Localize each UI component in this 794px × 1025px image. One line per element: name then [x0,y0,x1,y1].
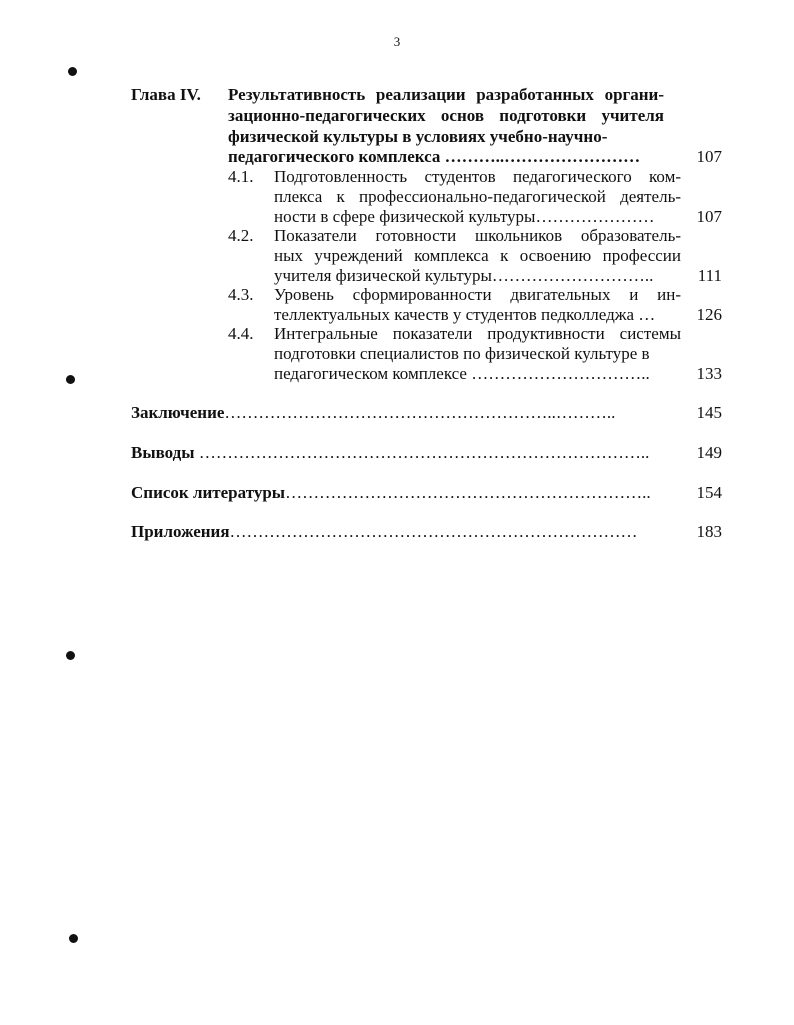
section-line: Подготовленность студентов педагогического ком- [274,167,681,186]
binder-hole-mark [68,67,77,76]
chapter-title-line: Результативность реализации разработанных органи- [228,85,664,104]
section-number: 4.1. [228,167,254,186]
entry-leader: …………………………………………………..……….. [224,403,616,422]
section-number: 4.4. [228,324,254,343]
section-line: ных учреждений комплекса к освоению профессии [274,246,681,265]
entry-leader: ……………………………………………………….. [285,483,651,502]
entry-title: Приложения [131,522,230,541]
section-line: Уровень сформированности двигательных и ин- [274,285,681,304]
chapter-title-line: зационно-педагогических основ подготовки учителя [228,106,664,125]
chapter-title-line: педагогического комплекса ………..…………………… [228,147,641,166]
entry-leader: …………………………………………………………………….. [194,443,650,462]
entry-title: Список литературы [131,483,286,502]
section-page: 126 [696,305,722,324]
section-number: 4.2. [228,226,254,245]
section-line: теллектуальных качеств у студентов педколледжа … [274,305,656,324]
entry-page: 145 [696,403,722,422]
section-number: 4.3. [228,285,254,304]
chapter-label: Глава IV. [131,85,201,104]
chapter-title-line: физической культуры в условиях учебно-научно- [228,127,608,146]
entry-page: 149 [696,443,722,462]
page-number: 3 [393,34,401,49]
section-line: плекса к профессионально-педагогической деятель- [274,187,681,206]
entry-title: Выводы [131,443,195,462]
section-line: подготовки специалистов по физической культуре в [274,344,650,363]
binder-hole-mark [69,934,78,943]
section-line: Интегральные показатели продуктивности системы [274,324,681,343]
section-line: учителя физической культуры……………………….. [274,266,654,285]
section-line: педагогическом комплексе ………………………….. [274,364,650,383]
section-page: 111 [697,266,722,285]
section-page: 133 [696,364,722,383]
entry-title: Заключение [131,403,225,422]
binder-hole-mark [66,651,75,660]
section-line: Показатели готовности школьников образователь- [274,226,681,245]
chapter-page: 107 [696,147,722,166]
section-line: ности в сфере физической культуры………………… [274,207,655,226]
entry-page: 183 [696,522,722,541]
entry-page: 154 [696,483,722,502]
binder-hole-mark [66,375,75,384]
entry-leader: ……………………………………………………………… [229,522,638,541]
section-page: 107 [696,207,722,226]
